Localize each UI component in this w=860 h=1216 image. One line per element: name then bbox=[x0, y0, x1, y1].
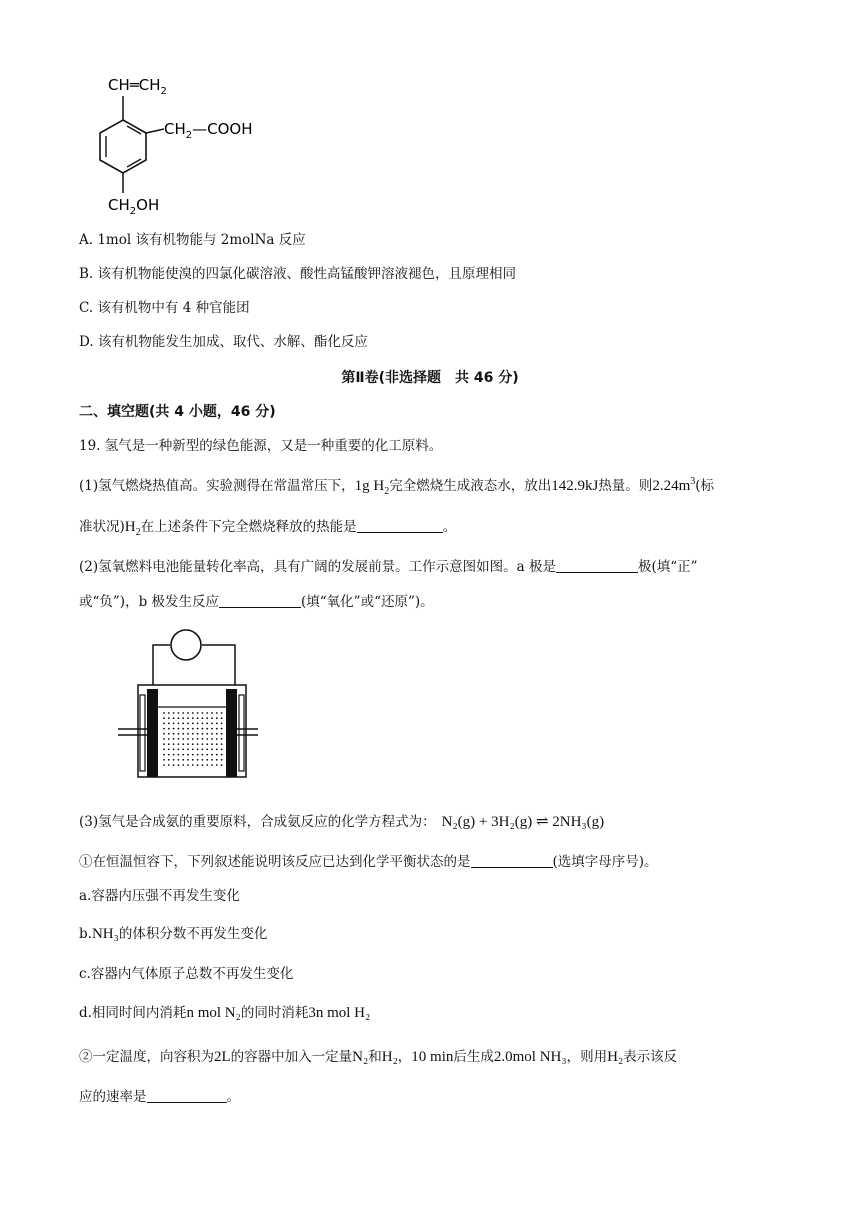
q19-part2-line2: 或“负”)，b 极发生反应 (填“氧化”或“还原”)。 bbox=[79, 594, 434, 610]
fuel-cell-diagram bbox=[80, 625, 310, 795]
vinyl-label: $CH═CH_2$ bbox=[108, 76, 167, 97]
ammeter bbox=[171, 630, 201, 660]
volume-value: $2.24m^3$ bbox=[652, 476, 696, 494]
q19-part1-line1: (1)氢气燃烧热值高。实验测得在常温常压下，1g $H_2$完全燃烧生成液态水，放出142.9kJ热量。则$2.24m^3$(标 bbox=[79, 476, 715, 497]
h2-formula: $H_2$ bbox=[124, 519, 141, 538]
answer-blank-4[interactable] bbox=[471, 853, 553, 868]
structure-diagram bbox=[80, 70, 310, 215]
q19-part3-q2-line2: 应的速率是 。 bbox=[79, 1089, 240, 1105]
answer-blank-1[interactable] bbox=[357, 518, 443, 533]
option-c: C. 该有机物中有 4 种官能团 bbox=[79, 300, 250, 316]
time-value: 10 min bbox=[411, 1049, 454, 1065]
side-chain-label: $CH_2—COOH$ bbox=[164, 120, 253, 141]
q19-part3-q2-line1: ②一定温度，向容积为2L的容器中加入一定量N₂和H₂，10 min后生成2.0mol NH₃，则用H₂表示该反 bbox=[79, 1049, 678, 1065]
electrode-b bbox=[226, 689, 237, 777]
choice-d: d.相同时间内消耗n mol N₂的同时消耗3n mol H₂ bbox=[79, 1005, 371, 1021]
answer-blank-5[interactable] bbox=[147, 1088, 227, 1103]
choice-b: b.NH₃的体积分数不再发生变化 bbox=[79, 926, 268, 942]
nh3-formula: NH₃ bbox=[91, 926, 119, 942]
section2-title: 二、填空题(共 4 小题，46 分) bbox=[79, 404, 276, 420]
q19-part2-line1: (2)氢氧燃料电池能量转化率高，具有广阔的发展前景。工作示意图如图。a 极是 极(填“正” bbox=[79, 559, 698, 575]
part2-title: 第Ⅱ卷(非选择题 共 46 分) bbox=[341, 370, 519, 386]
n2-formula: N₂ bbox=[352, 1049, 369, 1065]
q19-part1-line2: 准状况)$H_2$在上述条件下完全燃烧释放的热能是 。 bbox=[79, 519, 457, 538]
mass-formula: 1g $H_2$ bbox=[354, 478, 390, 497]
h2-formula-3: H₂ bbox=[607, 1049, 624, 1065]
option-b: B. 该有机物能使溴的四氯化碳溶液、酸性高锰酸钾溶液褪色，且原理相同 bbox=[79, 266, 517, 282]
electrode-a bbox=[147, 689, 158, 777]
volume-2l: 2L bbox=[214, 1049, 231, 1065]
answer-blank-2[interactable] bbox=[556, 558, 638, 573]
option-a: A. 1mol 该有机物能与 2molNa 反应 bbox=[79, 232, 306, 248]
choice-c: c.容器内气体原子总数不再发生变化 bbox=[79, 966, 294, 982]
q19-part3-q1: ①在恒温恒容下，下列叙述能说明该反应已达到化学平衡状态的是 (选填字母序号)。 bbox=[79, 854, 658, 870]
choice-a: a.容器内压强不再发生变化 bbox=[79, 888, 240, 904]
nh3-amount: 2.0mol NH₃ bbox=[493, 1049, 567, 1065]
h2-formula-2: H₂ bbox=[381, 1049, 398, 1065]
hydroxymethyl-label: $CH_2OH$ bbox=[108, 196, 160, 215]
option-d: D. 该有机物能发生加成、取代、水解、酯化反应 bbox=[79, 334, 368, 350]
benzene-ring bbox=[100, 120, 146, 173]
h2-amount: 3n mol H₂ bbox=[308, 1005, 371, 1021]
n2-amount: n mol N₂ bbox=[186, 1005, 241, 1021]
ammonia-equation: N₂(g) + 3H₂(g) ⇌ 2NH₃(g) bbox=[441, 814, 605, 830]
heat-value: 142.9kJ bbox=[551, 478, 599, 494]
q19-part3-line: (3)氢气是合成氨的重要原料，合成氨反应的化学方程式为： N₂(g) + 3H₂(g) ⇌ 2NH₃(g) bbox=[79, 814, 605, 830]
q19-stem: 19. 氢气是一种新型的绿色能源，又是一种重要的化工原料。 bbox=[79, 438, 443, 454]
electrolyte-dots bbox=[163, 712, 222, 766]
answer-blank-3[interactable] bbox=[219, 593, 301, 608]
